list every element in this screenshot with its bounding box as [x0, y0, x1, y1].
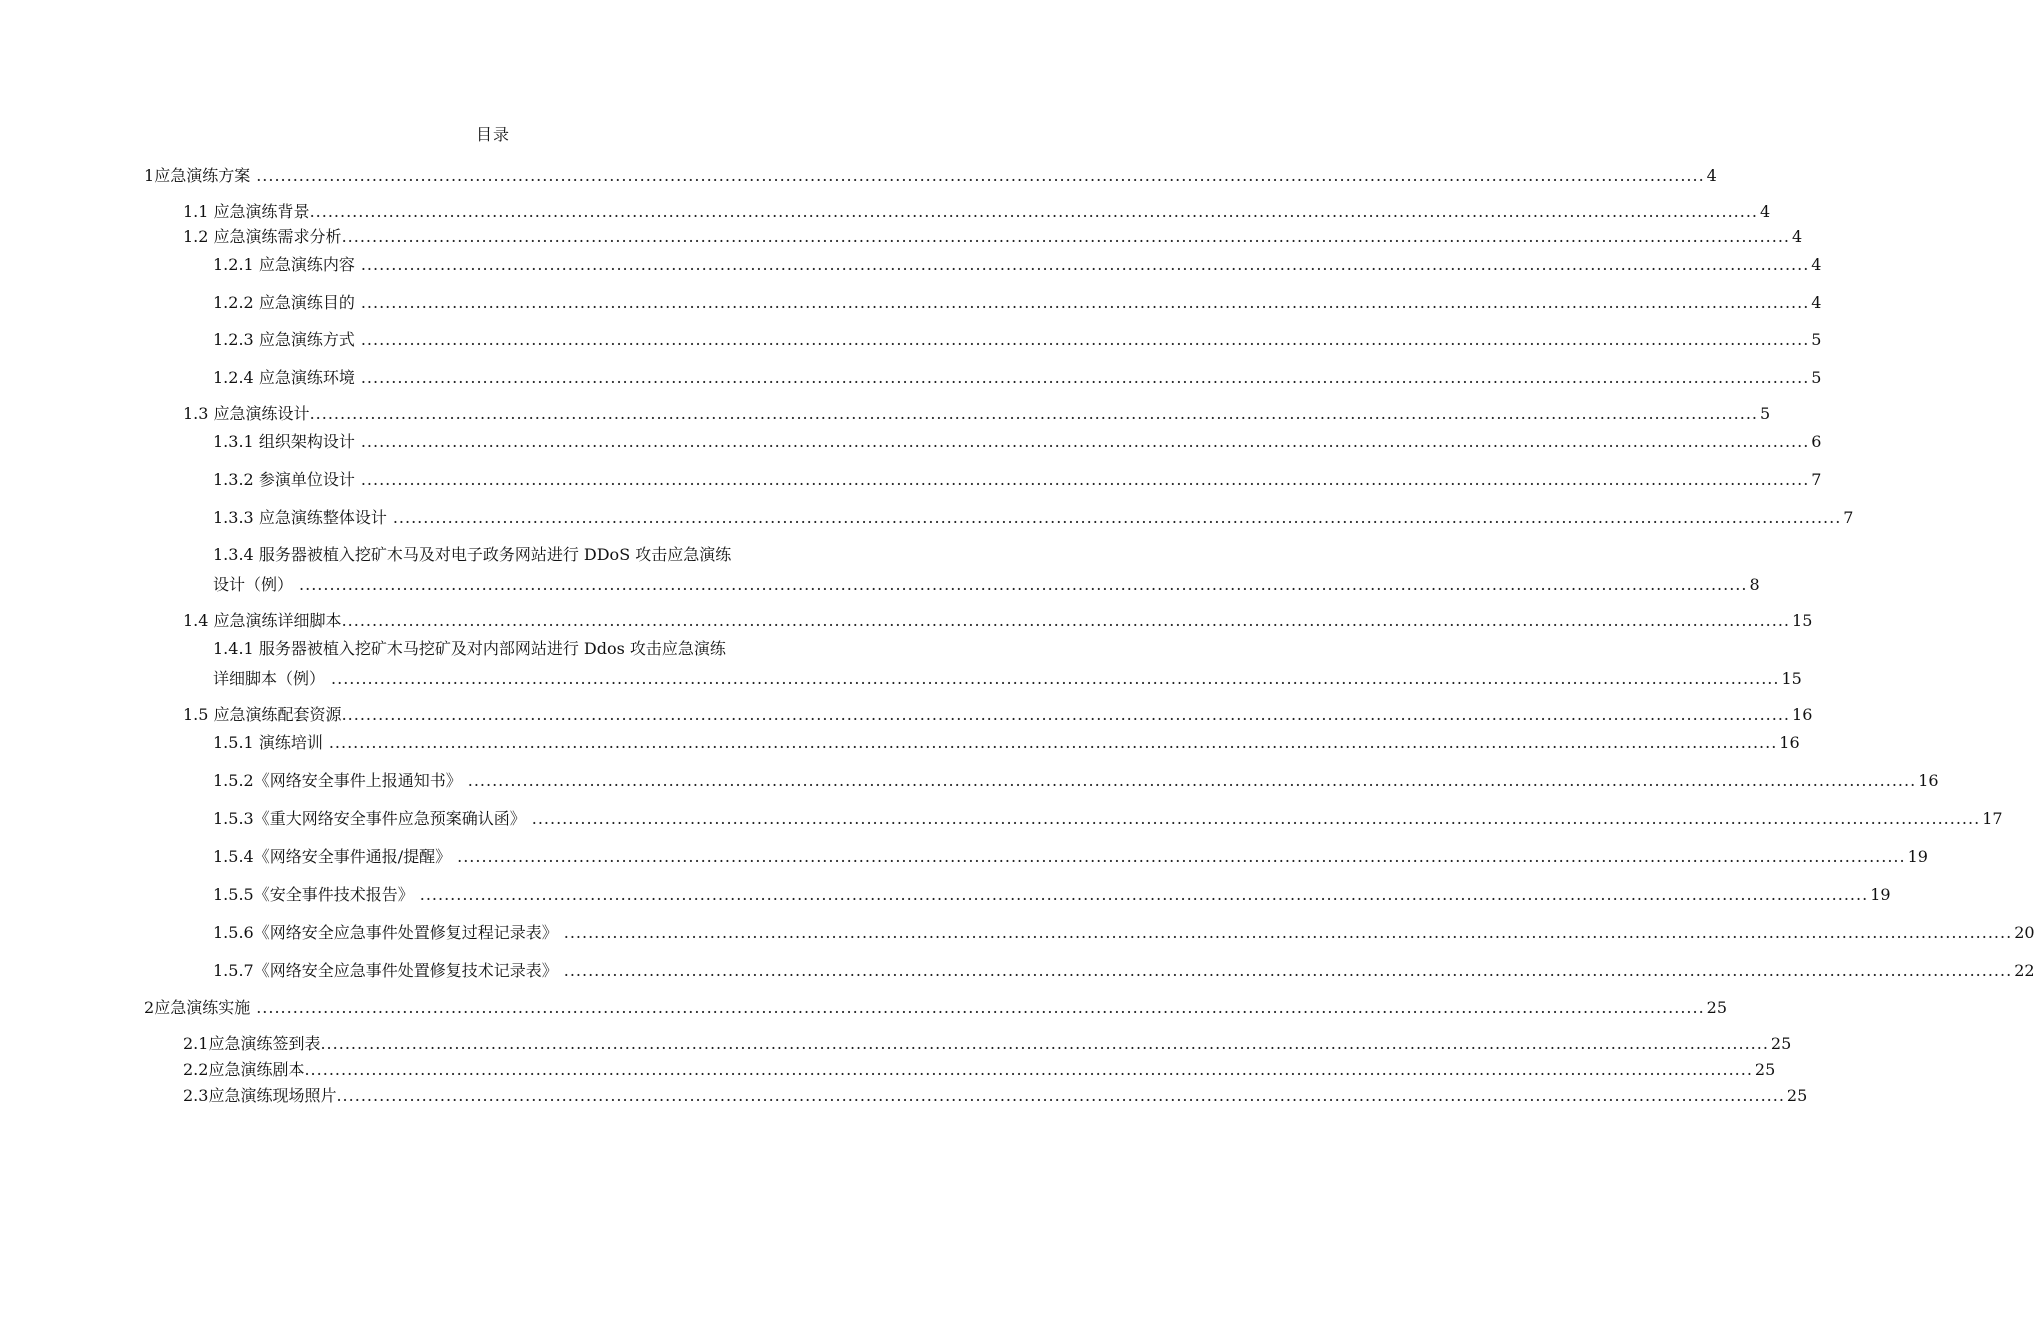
toc-number: 1.4 — [183, 611, 209, 630]
toc-number: 1.2.1 — [213, 255, 254, 274]
toc-leader: .............................................................................................................................................................................................................................................. — [419, 885, 1869, 904]
toc-number: 2 — [144, 998, 155, 1017]
toc-leader: .............................................................................................................................................................................................................................................. — [563, 961, 2013, 980]
toc-number: 1.5.3 — [213, 809, 254, 828]
toc-page: 5 — [1811, 368, 1822, 387]
toc-page: 4 — [1811, 255, 1822, 274]
toc-page: 19 — [1907, 847, 1928, 866]
toc-entry-1-2[interactable] — [183, 226, 1803, 248]
toc-leader: .............................................................................................................................................................................................................................................. — [360, 368, 1810, 387]
toc-number: 2.2 — [183, 1060, 209, 1079]
toc-entry-1-5-5[interactable] — [213, 884, 1891, 906]
toc-entry-1-2-1[interactable] — [213, 254, 1822, 276]
toc-leader: .............................................................................................................................................................................................................................................. — [392, 508, 1842, 527]
page-title: 目录 — [475, 125, 510, 144]
toc-number: 1.3.1 — [213, 432, 254, 451]
toc-number: 1.3.2 — [213, 470, 254, 489]
toc-entry-2[interactable] — [144, 997, 1728, 1019]
toc-label: 《网络安全事件上报通知书》 — [253, 771, 462, 790]
toc-page: 4 — [1792, 227, 1803, 246]
toc-label: 应急演练配套资源 — [213, 705, 342, 724]
toc-label: 应急演练剧本 — [208, 1060, 305, 1079]
toc-leader: .............................................................................................................................................................................................................................................. — [467, 771, 1917, 790]
toc-leader: .............................................................................................................................................................................................................................................. — [457, 847, 1906, 866]
toc-leader: .............................................................................................................................................................................................................................................. — [360, 255, 1810, 274]
toc-entry-1-3-2[interactable] — [213, 469, 1822, 491]
toc-leader: .............................................................................................................................................................................................................................................. — [360, 470, 1810, 489]
toc-leader: .............................................................................................................................................................................................................................................. — [256, 998, 1705, 1017]
toc-entry-1-5-1[interactable] — [213, 732, 1800, 754]
toc-leader: .............................................................................................................................................................................................................................................. — [299, 575, 1748, 594]
toc-label: 服务器被植入挖矿木马挖矿及对内部网站进行 Ddos 攻击应急演练 — [258, 639, 726, 658]
toc-leader: .............................................................................................................................................................................................................................................. — [304, 1060, 1753, 1079]
toc-number: 2.3 — [183, 1086, 209, 1105]
toc-page: 6 — [1811, 432, 1822, 451]
toc-leader: .............................................................................................................................................................................................................................................. — [531, 809, 1981, 828]
toc-page: 25 — [1706, 998, 1728, 1017]
toc-number: 2.1 — [183, 1034, 209, 1053]
toc-page: 7 — [1811, 470, 1822, 489]
toc-leader: .............................................................................................................................................................................................................................................. — [336, 1086, 1785, 1105]
toc-leader: .............................................................................................................................................................................................................................................. — [563, 923, 2013, 942]
toc-leader: .............................................................................................................................................................................................................................................. — [256, 166, 1705, 185]
toc-page: 7 — [1843, 508, 1854, 527]
toc-label: 应急演练方式 — [258, 330, 355, 349]
toc-entry-1-3[interactable] — [183, 403, 1771, 425]
toc-entry-1-1[interactable] — [183, 201, 1771, 223]
toc-number: 1.3 — [183, 404, 209, 423]
toc-page: 25 — [1786, 1086, 1808, 1105]
toc-entry-1[interactable] — [144, 165, 1717, 187]
toc-page: 16 — [1779, 733, 1800, 752]
toc-page: 4 — [1811, 293, 1822, 312]
toc-page: 25 — [1770, 1034, 1792, 1053]
toc-page: 5 — [1760, 404, 1771, 423]
toc-number: 1 — [144, 166, 155, 185]
toc-entry-1-4-1-line2[interactable] — [213, 668, 1802, 690]
toc-number: 1.2 — [183, 227, 209, 246]
toc-leader: .............................................................................................................................................................................................................................................. — [309, 202, 1759, 221]
toc-page: 4 — [1760, 202, 1771, 221]
toc-leader: .............................................................................................................................................................................................................................................. — [331, 669, 1780, 688]
toc-entry-1-5[interactable] — [183, 704, 1813, 726]
toc-number: 1.2.3 — [213, 330, 254, 349]
toc-page: 20 — [2014, 923, 2035, 942]
toc-number: 1.5 — [183, 705, 209, 724]
toc-entry-1-5-3[interactable] — [213, 808, 2003, 830]
toc-entry-1-5-4[interactable] — [213, 846, 1928, 868]
toc-page: 15 — [1792, 611, 1813, 630]
toc-leader: .............................................................................................................................................................................................................................................. — [328, 733, 1778, 752]
toc-entry-2-2[interactable] — [183, 1059, 1776, 1081]
toc-number: 1.5.1 — [213, 733, 254, 752]
toc-page: 19 — [1870, 885, 1891, 904]
toc-entry-1-3-4-line1[interactable] — [213, 544, 731, 566]
toc-entry-1-3-3[interactable] — [213, 507, 1854, 529]
toc-label: 《安全事件技术报告》 — [253, 885, 414, 904]
toc-number: 1.5.2 — [213, 771, 254, 790]
toc-number: 1.5.7 — [213, 961, 254, 980]
toc-label: 《网络安全事件通报/提醒》 — [253, 847, 452, 866]
toc-label: 应急演练签到表 — [208, 1034, 321, 1053]
toc-leader: .............................................................................................................................................................................................................................................. — [360, 293, 1810, 312]
toc-label: 设计（例） — [213, 575, 294, 594]
toc-page: 4 — [1706, 166, 1717, 185]
toc-label: 应急演练实施 — [154, 998, 251, 1017]
toc-number: 1.5.5 — [213, 885, 254, 904]
toc-number: 1.2.4 — [213, 368, 254, 387]
toc-number: 1.4.1 — [213, 639, 254, 658]
toc-page: 8 — [1749, 575, 1760, 594]
toc-page: 16 — [1918, 771, 1939, 790]
toc-number: 1.5.6 — [213, 923, 254, 942]
toc-leader: .............................................................................................................................................................................................................................................. — [341, 227, 1791, 246]
toc-label: 《网络安全应急事件处置修复技术记录表》 — [253, 961, 558, 980]
toc-page: 15 — [1781, 669, 1802, 688]
toc-entry-1-5-7[interactable] — [213, 960, 2035, 982]
toc-entry-2-1[interactable] — [183, 1033, 1792, 1055]
toc-page: 5 — [1811, 330, 1822, 349]
toc-leader: .............................................................................................................................................................................................................................................. — [341, 705, 1791, 724]
toc-leader: .............................................................................................................................................................................................................................................. — [360, 432, 1810, 451]
toc-entry-1-4[interactable] — [183, 610, 1813, 632]
toc-number: 1.3.3 — [213, 508, 254, 527]
toc-number: 1.3.4 — [213, 545, 254, 564]
toc-label: 应急演练需求分析 — [213, 227, 342, 246]
toc-leader: .............................................................................................................................................................................................................................................. — [320, 1034, 1769, 1053]
toc-page: 22 — [2014, 961, 2035, 980]
toc-entry-1-2-4[interactable] — [213, 367, 1822, 389]
toc-leader: .............................................................................................................................................................................................................................................. — [341, 611, 1791, 630]
toc-label: 参演单位设计 — [258, 470, 355, 489]
toc-label: 应急演练现场照片 — [208, 1086, 337, 1105]
toc-number: 1.2.2 — [213, 293, 254, 312]
toc-page: 25 — [1754, 1060, 1776, 1079]
toc-label: 详细脚本（例） — [213, 669, 326, 688]
toc-entry-2-3[interactable] — [183, 1085, 1808, 1107]
toc-entry-1-4-1-line1[interactable] — [213, 638, 726, 660]
toc-label: 《网络安全应急事件处置修复过程记录表》 — [253, 923, 558, 942]
toc-label: 应急演练目的 — [258, 293, 355, 312]
toc-label: 演练培训 — [258, 733, 323, 752]
toc-label: 应急演练方案 — [154, 166, 251, 185]
toc-entry-1-3-4-line2[interactable] — [213, 574, 1760, 596]
toc-label: 应急演练背景 — [213, 202, 310, 221]
toc-label: 应急演练环境 — [258, 368, 355, 387]
toc-page: 17 — [1982, 809, 2003, 828]
toc-label: 组织架构设计 — [258, 432, 355, 451]
toc-entry-1-2-3[interactable] — [213, 329, 1822, 351]
toc-label: 应急演练整体设计 — [258, 508, 387, 527]
toc-label: 应急演练详细脚本 — [213, 611, 342, 630]
toc-entry-1-3-1[interactable] — [213, 431, 1822, 453]
toc-label: 应急演练设计 — [213, 404, 310, 423]
toc-number: 1.1 — [183, 202, 209, 221]
toc-label: 应急演练内容 — [258, 255, 355, 274]
toc-leader: .............................................................................................................................................................................................................................................. — [360, 330, 1810, 349]
toc-page: 16 — [1792, 705, 1813, 724]
toc-entry-1-5-2[interactable] — [213, 770, 1939, 792]
toc-label: 《重大网络安全事件应急预案确认函》 — [253, 809, 526, 828]
toc-entry-1-5-6[interactable] — [213, 922, 2035, 944]
toc-leader: .............................................................................................................................................................................................................................................. — [309, 404, 1759, 423]
toc-number: 1.5.4 — [213, 847, 254, 866]
toc-entry-1-2-2[interactable] — [213, 292, 1822, 314]
toc-label: 服务器被植入挖矿木马及对电子政务网站进行 DDoS 攻击应急演练 — [258, 545, 732, 564]
